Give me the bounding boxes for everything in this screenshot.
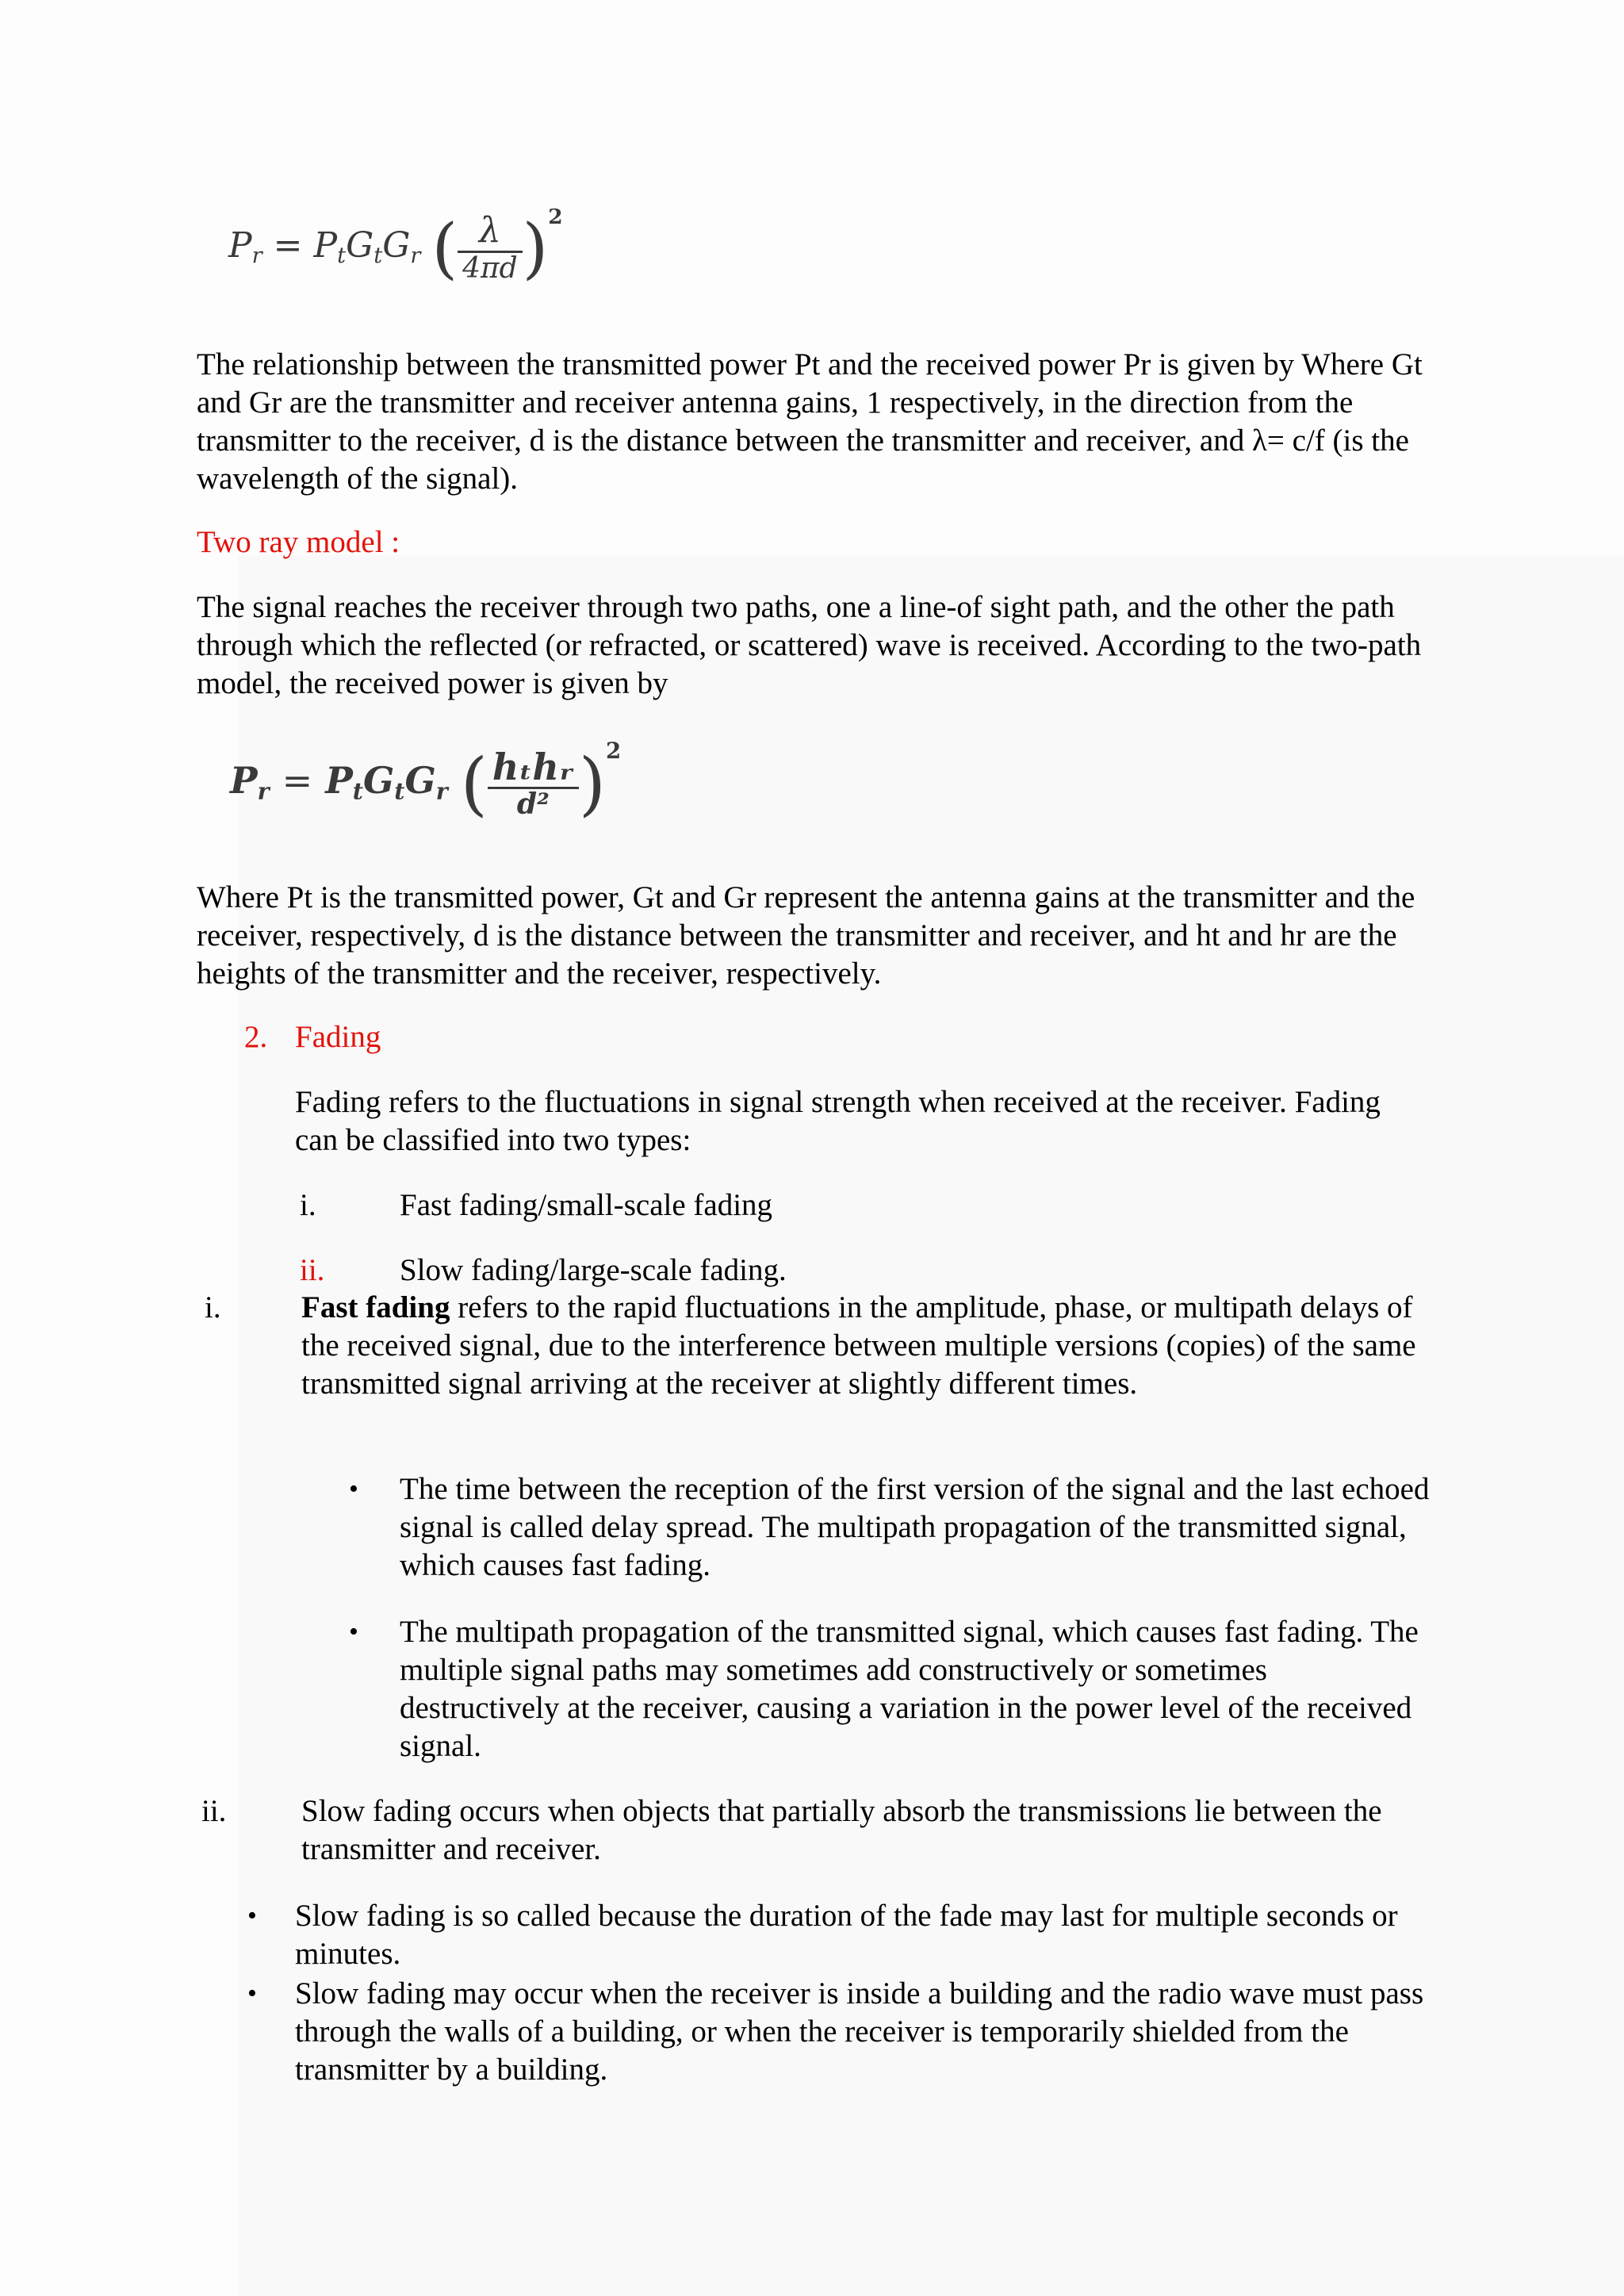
two-ray-formula: $P_r = P_tG_tG_r$ ( $\frac{\text{hₜhᵣ}}{\text{d²}}$ )$^2$ — [230, 738, 622, 825]
para-free-space: The relationship between the transmitted power Pt and the received power Pr is given by Where Gt and Gr are the transmitter and receiver antenna gains, 1 respectively, in the direction from the transmitter to the receiver, d is the distance between the transmitter and receiver, and λ= c/f (is the wavelength of the signal). — [197, 347, 1423, 496]
bullet-glyph: • — [349, 1617, 358, 1646]
para-two-ray-explanation: Where Pt is the transmitted power, Gt and Gr represent the antenna gains at the transmitter and the receiver, respectively, d is the distance between the transmitter and receiver, and ht and hr are the heights of the transmitter and the receiver, respectively. — [197, 880, 1415, 991]
heading-two-ray-model: Two ray model : — [197, 525, 400, 559]
type-marker-2: ii. — [300, 1253, 325, 1287]
type-text-1: Fast fading/small-scale fading — [400, 1188, 773, 1222]
para-fading-intro: Fading refers to the fluctuations in signal strength when received at the receiver. Fading can be classified into two types: — [295, 1085, 1381, 1157]
section-number: 2. — [244, 1020, 268, 1054]
para-two-ray: The signal reaches the receiver through two paths, one a line-of sight path, and the other the path through which the reflected (or refracted, or scattered) wave is received. According to the two-path model, the received power is given by — [197, 590, 1422, 700]
type-marker-1: i. — [300, 1188, 316, 1222]
slow-fading-marker: ii. — [201, 1794, 227, 1828]
fast-bullet-1: The time between the reception of the first version of the signal and the last echoed signal is called delay spread. The multipath propagation of the transmitted signal, which causes fast fading. — [400, 1472, 1430, 1582]
bullet-glyph: • — [247, 1901, 257, 1930]
section-title-fading: Fading — [295, 1020, 381, 1054]
formula2-fraction: $\frac{\text{hₜhᵣ}}{\text{d²}}$ — [488, 747, 579, 821]
fast-fading-paragraph — [301, 1289, 1427, 1403]
formula1-fraction: $\frac{\lambda}{4\pi d}$ — [458, 212, 523, 284]
fast-bullet-2: The multipath propagation of the transmitted signal, which causes fast fading. The multiple signal paths may sometimes add constructively or sometimes destructively at the receiver, causing a variation in the power level of the received signal. — [400, 1615, 1419, 1763]
slow-fading-paragraph: Slow fading occurs when objects that partially absorb the transmissions lie between the transmitter and receiver. — [301, 1794, 1382, 1866]
slow-bullet-2: Slow fading may occur when the receiver is inside a building and the radio wave must pass through the walls of a building, or when the receiver is temporarily shielded from the transmitter by a building. — [295, 1976, 1424, 2087]
fast-fading-text: refers to the rapid fluctuations in the amplitude, phase, or multipath delays of the received signal, due to the interference between multiple versions (copies) of the same transmitted signal arriving at the receiver at slightly different times. — [301, 1290, 1416, 1401]
slow-bullet-1: Slow fading is so called because the duration of the fade may last for multiple seconds or minutes. — [295, 1899, 1398, 1971]
formula1-lhs: P — [228, 225, 252, 266]
free-space-formula: $P_r = P_tG_tG_r$ ( $\frac{\lambda}{4\pi d}$ )$^2$ — [228, 205, 563, 287]
fast-fading-marker: i. — [205, 1290, 221, 1324]
bullet-glyph: • — [349, 1474, 358, 1504]
type-text-2: Slow fading/large-scale fading. — [400, 1253, 787, 1287]
fast-fading-term: Fast fading — [301, 1290, 450, 1324]
bullet-glyph: • — [247, 1979, 257, 2008]
